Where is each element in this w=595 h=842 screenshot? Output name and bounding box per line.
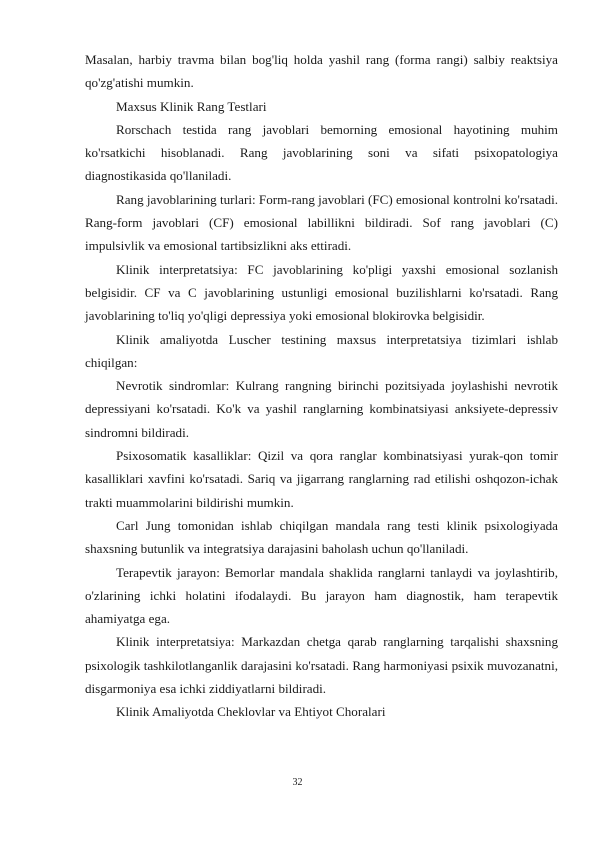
section-heading-clinical-color-tests: Maxsus Klinik Rang Testlari [116, 98, 267, 114]
paragraph-psychosomatic: Psixosomatik kasalliklar: Qizil va qora ranglar kombinatsiyasi yurak-qon tomir kasalliklari xavfini ko'rsatadi. Sariq va jigarrang ranglarning rad etilishi oshqozon-ichak trakti muammolarini bildirishi mumkin. [85, 448, 558, 510]
paragraph-clinical-interpretation-mandala: Klinik interpretatsiya: Markazdan chetga qarab ranglarning tarqalishi shaxsning psixologik tashkilotlanganlik darajasini ko'rsatadi. Rang harmoniyasi psixik muvozanatni, disgarmoniya esa ichki ziddiyatlarni bildiradi. [85, 634, 558, 697]
section-heading-limitations: Klinik Amaliyotda Cheklovlar va Ehtiyot Choralari [116, 704, 386, 720]
paragraph-clinical-interpretation-rorschach: Klinik interpretatsiya: FC javoblarining ko'pligi yaxshi emosional sozlanish belgisidir. CF va C javoblarining ustunligi emosional buzilishlarni ko'rsatadi. Rang javoblarining to'liq yo'qligi depressiya yoki emosional blokirovka belgisidir. [85, 261, 558, 324]
paragraph-rorschach: Rorschach testida rang javoblari bemorning emosional hayotining muhim ko'rsatkichi hisoblanadi. Rang javoblarining soni va sifati psixopatologiya diagnostikasida qo'llaniladi. [85, 121, 558, 184]
paragraph-neurotic-syndromes: Nevrotik sindromlar: Kulrang rangning birinchi pozitsiyada joylashishi nevrotik depressiyani ko'rsatadi. Ko'k va yashil ranglarning kombinatsiyasi anksiyete-depressiv sindromni bildiradi. [85, 378, 558, 440]
paragraph-jung-mandala: Carl Jung tomonidan ishlab chiqilgan mandala rang testi klinik psixologiyada shaxsning butunlik va integratsiya darajasini baholash uchun qo'llaniladi. [85, 517, 558, 557]
body-text [85, 48, 558, 724]
paragraph-therapeutic-process: Terapevtik jarayon: Bemorlar mandala shaklida ranglarni tanlaydi va joylashtirib, o'zlarining ichki holatini ifodalaydi. Bu jarayon ham diagnostik, ham terapevtik ahamiyatga ega. [85, 564, 558, 627]
paragraph-response-types: Rang javoblarining turlari: Form-rang javoblari (FC) emosional kontrolni ko'rsatadi. Rang-form javoblari (CF) emosional labillikni bildiradi. Sof rang javoblari (C) impulsivlik va emosional tartibsizlikni aks ettiradi. [85, 191, 559, 254]
paragraph-continuation: Masalan, harbiy travma bilan bog'liq holda yashil rang (forma rangi) salbiy reaktsiya qo'zg'atishi mumkin. [85, 52, 558, 91]
paragraph-luscher-intro: Klinik amaliyotda Luscher testining maxsus interpretatsiya tizimlari ishlab chiqilgan: [85, 331, 558, 370]
page-number: 32 [292, 777, 303, 788]
